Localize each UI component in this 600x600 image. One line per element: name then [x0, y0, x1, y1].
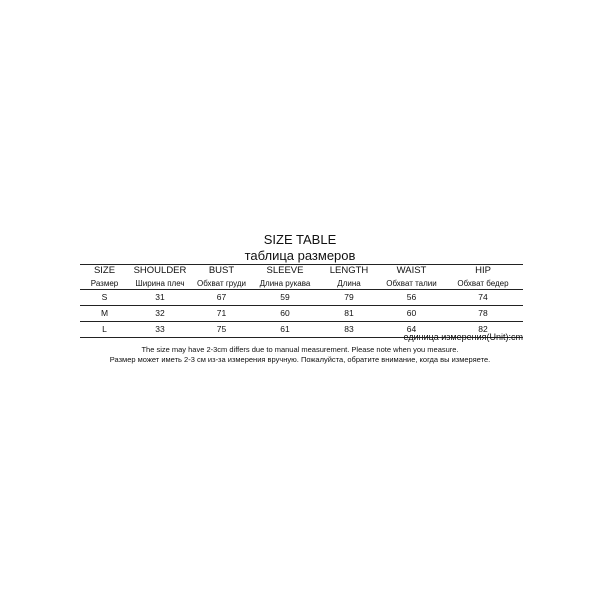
table-cell: 61: [252, 322, 318, 338]
header-length: LENGTH: [318, 265, 380, 278]
header-row: [80, 265, 523, 278]
table-cell: M: [80, 306, 129, 322]
table-cell: 56: [380, 290, 443, 306]
table-cell: 71: [191, 306, 252, 322]
table-cell: 79: [318, 290, 380, 306]
subheader-sleeve: Длина рукава: [252, 277, 318, 290]
page-title: SIZE TABLE: [263, 232, 337, 247]
table-cell: S: [80, 290, 129, 306]
table-cell: 81: [318, 306, 380, 322]
table-cell: 78: [443, 306, 523, 322]
table-cell: 67: [191, 290, 252, 306]
table-row: [80, 290, 523, 306]
table-cell: 59: [252, 290, 318, 306]
table-cell: 60: [252, 306, 318, 322]
table-row: [80, 306, 523, 322]
header-bust: BUST: [191, 265, 252, 278]
header-shoulder: SHOULDER: [129, 265, 191, 278]
subheader-row: [80, 277, 523, 290]
size-table: [80, 264, 523, 338]
subheader-shoulder: Ширина плеч: [129, 277, 191, 290]
table-cell: 60: [380, 306, 443, 322]
subheader-bust: Обхват груди: [191, 277, 252, 290]
table-cell: 32: [129, 306, 191, 322]
table-cell: L: [80, 322, 129, 338]
header-size: SIZE: [80, 265, 129, 278]
table-cell: 83: [318, 322, 380, 338]
table-cell: 64: [380, 322, 443, 338]
measurement-note-ru: Размер может иметь 2-3 см из-за измерения вручную. Пожалуйста, обратите внимание, когда вы измеряете.: [109, 355, 491, 364]
measurement-note-en: The size may have 2-3cm differs due to manual measurement. Please note when you measure.: [141, 345, 459, 354]
table-cell: 82: [443, 322, 523, 338]
header-waist: WAIST: [380, 265, 443, 278]
header-sleeve: SLEEVE: [252, 265, 318, 278]
table-cell: 33: [129, 322, 191, 338]
subheader-length: Длина: [318, 277, 380, 290]
page-subtitle: таблица размеров: [244, 248, 356, 263]
subheader-waist: Обхват талии: [380, 277, 443, 290]
subheader-hip: Обхват бедер: [443, 277, 523, 290]
header-hip: HIP: [443, 265, 523, 278]
table-cell: 31: [129, 290, 191, 306]
subheader-size: Размер: [80, 277, 129, 290]
table-cell: 74: [443, 290, 523, 306]
unit-note: единица измерения(Unit):cm: [403, 332, 523, 342]
table-cell: 75: [191, 322, 252, 338]
